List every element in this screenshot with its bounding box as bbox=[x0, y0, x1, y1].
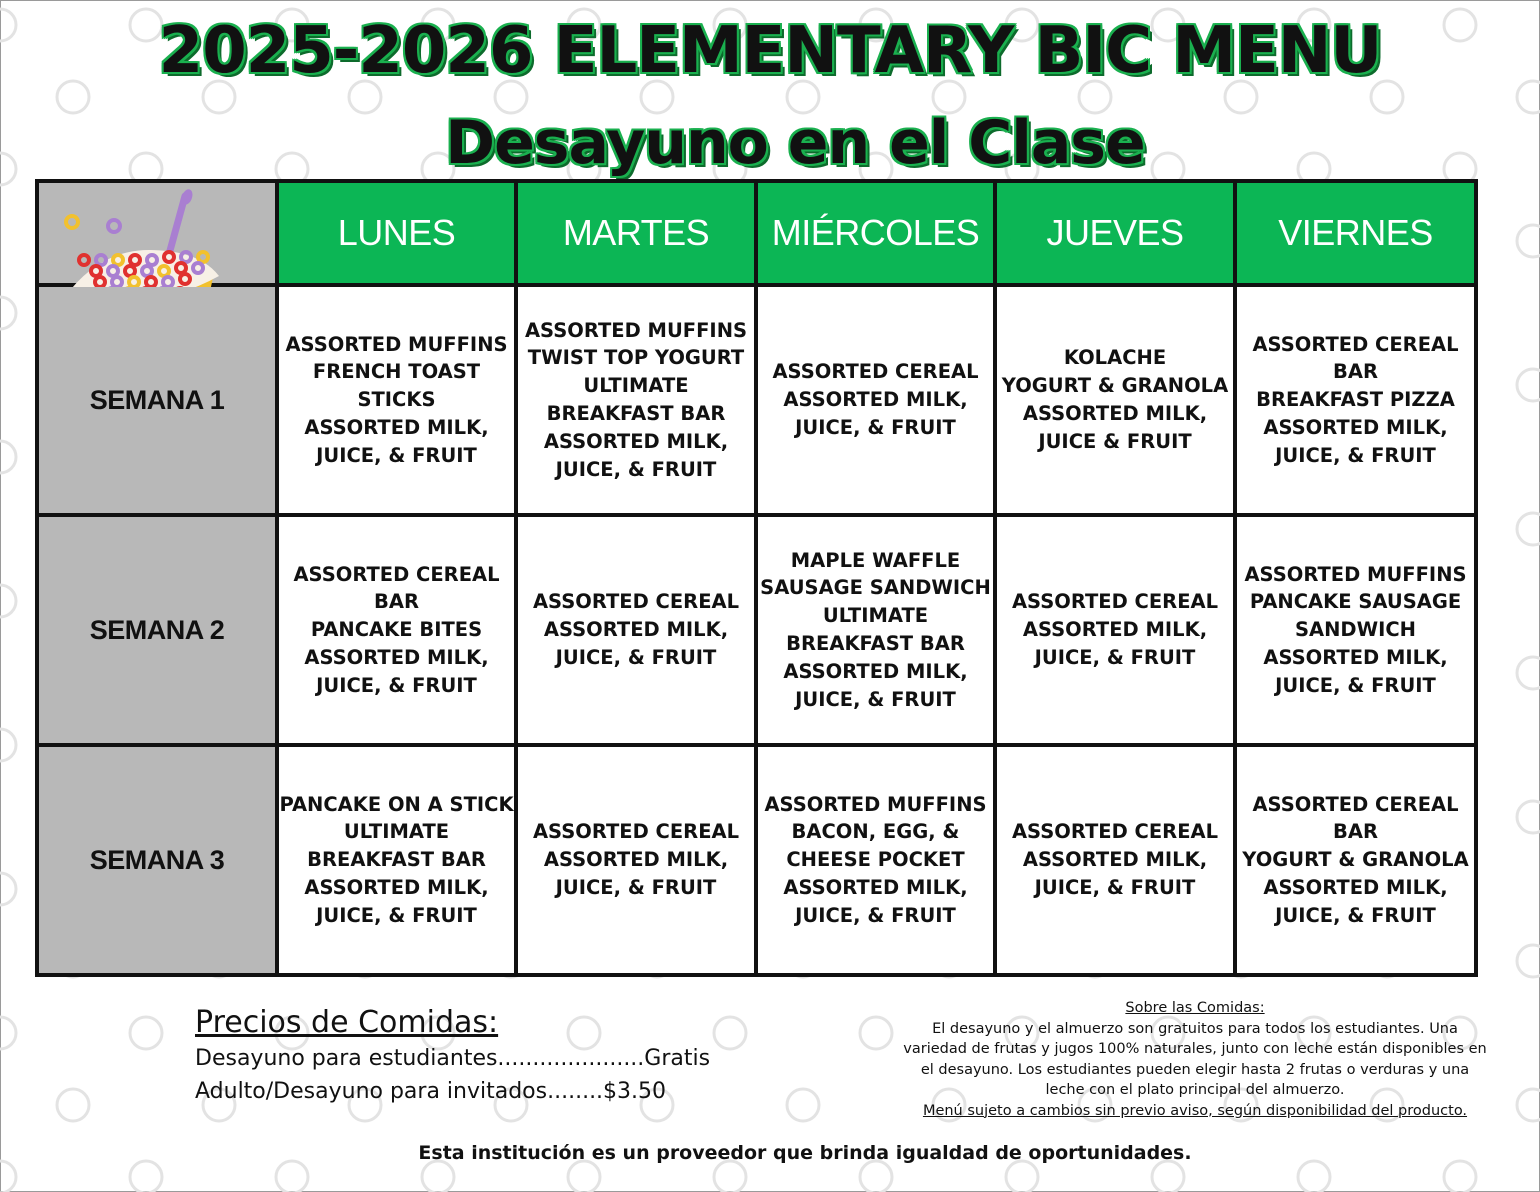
menu-item: KOLACHE bbox=[1063, 346, 1167, 370]
menu-item: ASSORTED MILK, bbox=[1022, 402, 1208, 425]
menu-item: JUICE, & FRUIT bbox=[795, 687, 956, 711]
menu-item: TWIST TOP YOGURT bbox=[527, 346, 745, 370]
menu-item: JUICE, & FRUIT bbox=[1034, 645, 1196, 669]
about-title: Sobre las Comidas: bbox=[1125, 1000, 1265, 1016]
menu-item: BREAKFAST BAR bbox=[786, 632, 965, 655]
about-body: El desayuno y el almuerzo son gratuitos para todos los estudiantes. Una variedad de frutas y jugos 100% naturales, junto con leche están disponibles en el desayuno. Los estudiantes pueden elegir hasta 2 frutas o verduras y una leche con el plato principal del almuerzo. bbox=[903, 1020, 1487, 1098]
menu-cell bbox=[1235, 745, 1476, 975]
menu-item: CHEESE POCKET bbox=[786, 848, 965, 872]
day-header-wednesday: MIÉRCOLES bbox=[756, 181, 995, 285]
days-header-row bbox=[37, 181, 1476, 285]
menu-item: ASSORTED MILK, bbox=[543, 618, 729, 642]
menu-item: ASSORTED MILK, bbox=[783, 388, 968, 412]
menu-item: ASSORTED MILK, bbox=[1022, 848, 1208, 872]
menu-item: MAPLE WAFFLE bbox=[790, 548, 961, 572]
day-header-tuesday: MARTES bbox=[516, 181, 756, 285]
menu-item: SAUSAGE SANDWICH bbox=[760, 576, 991, 600]
menu-item: PANCAKE ON A STICK bbox=[279, 792, 514, 816]
breakfast-menu-table bbox=[35, 179, 1478, 977]
menu-item: ASSORTED MILK, bbox=[783, 659, 968, 683]
menu-item: YOGURT & GRANOLA bbox=[1001, 374, 1229, 398]
menu-item: ULTIMATE bbox=[822, 604, 929, 628]
menu-item: BREAKFAST BAR bbox=[307, 848, 486, 872]
menu-title: 2025-2026 ELEMENTARY BIC MENU bbox=[158, 14, 1382, 88]
menu-item: BAR bbox=[1333, 360, 1378, 384]
menu-item: ASSORTED CEREAL bbox=[1252, 792, 1459, 816]
menu-item: ASSORTED MILK, bbox=[1263, 875, 1448, 899]
menu-item: ULTIMATE bbox=[583, 374, 689, 398]
menu-item: ASSORTED MILK, bbox=[304, 875, 489, 899]
menu-cell bbox=[516, 745, 756, 975]
menu-item: FRENCH TOAST bbox=[312, 360, 481, 384]
menu-item: JUICE, & FRUIT bbox=[316, 443, 477, 467]
menu-cell bbox=[1235, 515, 1476, 745]
menu-item: ASSORTED MUFFINS bbox=[1244, 562, 1467, 586]
menu-item: JUICE, & FRUIT bbox=[795, 415, 956, 439]
week-row-1 bbox=[37, 285, 1476, 515]
week-label-1: SEMANA 1 bbox=[37, 285, 277, 515]
menu-item: ULTIMATE bbox=[343, 820, 450, 844]
menu-item: BREAKFAST PIZZA bbox=[1256, 388, 1455, 412]
menu-cell bbox=[1235, 285, 1476, 515]
menu-item: ASSORTED MUFFINS bbox=[285, 332, 508, 356]
menu-cell bbox=[277, 285, 516, 515]
menu-item: ASSORTED CEREAL bbox=[1011, 820, 1219, 844]
menu-item: ASSORTED MUFFINS bbox=[524, 318, 748, 342]
menu-cell bbox=[756, 285, 995, 515]
menu-item: ASSORTED MILK, bbox=[304, 645, 489, 669]
menu-item: JUICE, & FRUIT bbox=[316, 673, 477, 697]
day-header-monday: LUNES bbox=[277, 181, 516, 285]
menu-item: ASSORTED MILK, bbox=[543, 429, 729, 453]
menu-item: JUICE, & FRUIT bbox=[555, 645, 717, 669]
menu-item: JUICE, & FRUIT bbox=[795, 903, 956, 927]
menu-cell bbox=[995, 515, 1235, 745]
day-header-thursday: JUEVES bbox=[995, 181, 1235, 285]
menu-item: ASSORTED CEREAL bbox=[772, 360, 979, 384]
menu-item: ASSORTED CEREAL bbox=[1252, 332, 1459, 356]
price-line-adult: Adulto/Desayuno para invitados........$3.50 bbox=[195, 1079, 667, 1104]
menu-cell bbox=[995, 745, 1235, 975]
menu-item: JUICE, & FRUIT bbox=[1034, 875, 1196, 899]
menu-item: ASSORTED CEREAL bbox=[532, 590, 740, 614]
menu-item: ASSORTED CEREAL bbox=[293, 562, 500, 586]
menu-item: ASSORTED MILK, bbox=[1263, 415, 1448, 439]
week-row-3 bbox=[37, 745, 1476, 975]
header-corner bbox=[37, 181, 277, 285]
menu-item: JUICE & FRUIT bbox=[1038, 429, 1192, 453]
menu-cell bbox=[756, 745, 995, 975]
menu-cell bbox=[516, 515, 756, 745]
menu-item: ASSORTED MUFFINS bbox=[764, 792, 987, 816]
menu-item: JUICE, & FRUIT bbox=[555, 875, 717, 899]
menu-item: ASSORTED CEREAL bbox=[532, 820, 740, 844]
menu-item: JUICE, & FRUIT bbox=[1275, 903, 1436, 927]
day-header-friday: VIERNES bbox=[1235, 181, 1476, 285]
menu-subtitle: Desayuno en el Clase bbox=[445, 108, 1145, 178]
menu-item: BREAKFAST BAR bbox=[546, 402, 726, 425]
prices-title: Precios de Comidas: bbox=[195, 1005, 499, 1040]
menu-cell bbox=[516, 285, 756, 515]
meal-prices bbox=[195, 1005, 710, 1108]
menu-item: YOGURT & GRANOLA bbox=[1242, 848, 1469, 872]
menu-item: BAR bbox=[374, 590, 419, 614]
menu-cell bbox=[756, 515, 995, 745]
menu-item: ASSORTED MILK, bbox=[783, 875, 968, 899]
menu-item: BACON, EGG, & bbox=[791, 820, 960, 844]
menu-item: JUICE, & FRUIT bbox=[316, 903, 477, 927]
menu-item: ASSORTED CEREAL bbox=[1011, 590, 1219, 614]
menu-item: JUICE, & FRUIT bbox=[1275, 673, 1436, 697]
week-label-2: SEMANA 2 bbox=[37, 515, 277, 745]
menu-cell bbox=[277, 745, 516, 975]
equal-opportunity-statement: Esta institución es un proveedor que brinda igualdad de oportunidades. bbox=[418, 1142, 1192, 1164]
menu-cell bbox=[277, 515, 516, 745]
menu-change-notice: Menú sujeto a cambios sin previo aviso, según disponibilidad del producto. bbox=[922, 1102, 1468, 1119]
week-row-2 bbox=[37, 515, 1476, 745]
menu-item: JUICE, & FRUIT bbox=[555, 457, 717, 481]
about-meals bbox=[900, 998, 1490, 1121]
menu-cell bbox=[995, 285, 1235, 515]
menu-item: BAR bbox=[1333, 820, 1378, 844]
menu-item: ASSORTED MILK, bbox=[1022, 618, 1208, 642]
price-line-student: Desayuno para estudiantes.....................Gratis bbox=[195, 1046, 711, 1071]
menu-item: JUICE, & FRUIT bbox=[1275, 443, 1436, 467]
week-label-3: SEMANA 3 bbox=[37, 745, 277, 975]
menu-item: PANCAKE BITES bbox=[310, 618, 483, 642]
menu-item: ASSORTED MILK, bbox=[304, 415, 489, 439]
menu-item: PANCAKE SAUSAGE bbox=[1249, 590, 1462, 614]
menu-item: STICKS bbox=[357, 388, 436, 412]
menu-item: ASSORTED MILK, bbox=[1263, 645, 1448, 669]
menu-item: SANDWICH bbox=[1294, 618, 1417, 642]
menu-item: ASSORTED MILK, bbox=[543, 848, 729, 872]
